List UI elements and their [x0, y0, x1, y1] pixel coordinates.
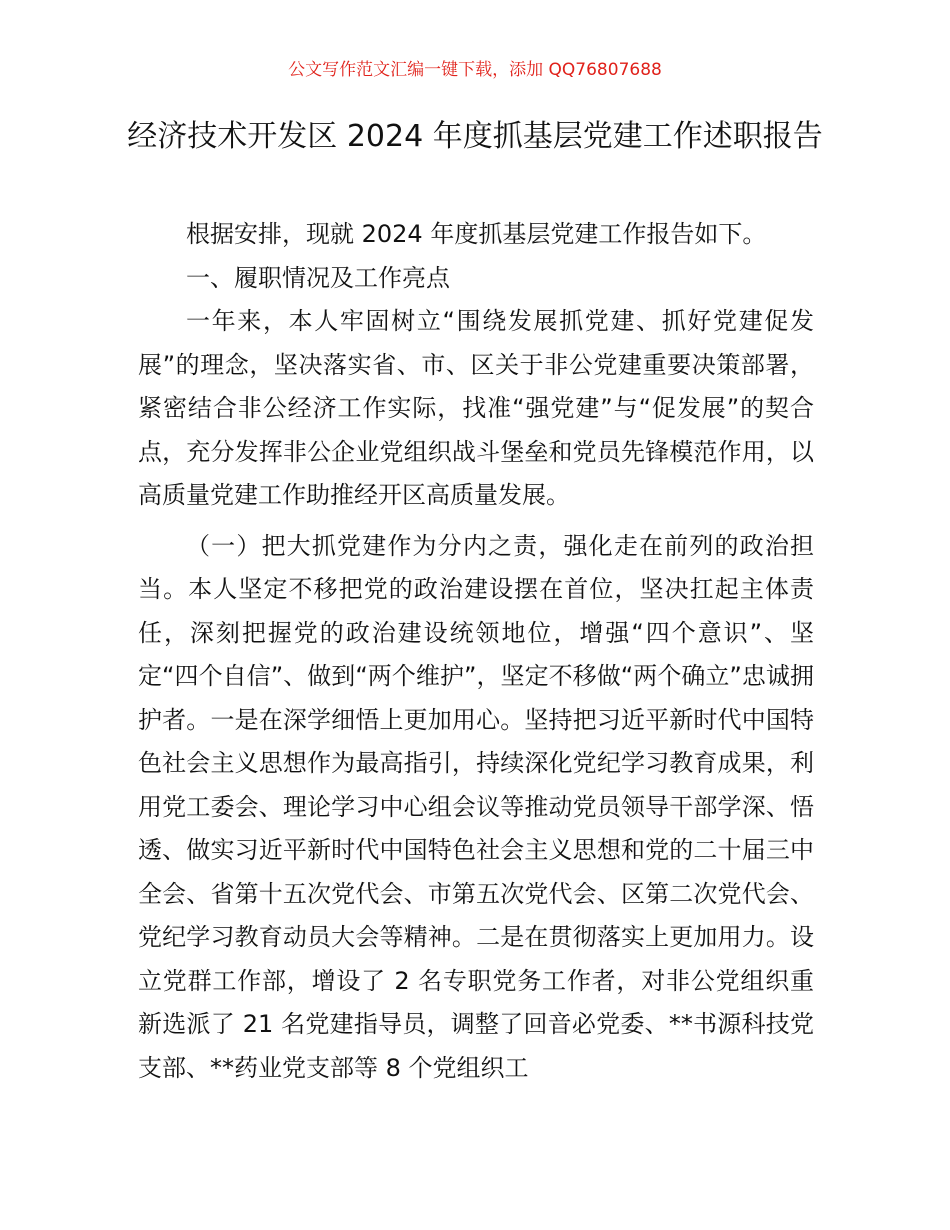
- section-one-paragraph: （一）把大抓党建作为分内之责，强化走在前列的政治担当。本人坚定不移把党的政治建设摆在首位，坚决扛起主体责任，深刻把握党的政治建设统领地位，增强“四个意识”、坚定“四个自信”、做到“两个维护”，坚定不移做“两个确立”忠诚拥护者。一是在深学细悟上更加用心。坚持把习近平新时代中国特色社会主义思想作为最高指引，持续深化党纪学习教育成果，利用党工委会、理论学习中心组会议等推动党员领导干部学深、悟透、做实习近平新时代中国特色社会主义思想和党的二十届三中全会、省第十五次党代会、市第五次党代会、区第二次党代会、党纪学习教育动员大会等精神。二是在贯彻落实上更加用力。设立党群工作部，增设了 2 名专职党务工作者，对非公党组织重新选派了 21 名党建指导员，调整了回音必党委、**书源科技党支部、**药业党支部等 8 个党组织工: [138, 531, 814, 1082]
- intro-paragraph: 根据安排，现就 2024 年度抓基层党建工作报告如下。: [186, 220, 767, 248]
- overview-paragraph: 一年来，本人牢固树立“围绕发展抓党建、抓好党建促发展”的理念，坚决落实省、市、区关于非公党建重要决策部署，紧密结合非公经济工作实际，找准“强党建”与“促发展”的契合点，充分发挥非公企业党组织战斗堡垒和党员先锋模范作用，以高质量党建工作助推经开区高质量发展。: [138, 307, 814, 509]
- document-title: 经济技术开发区 2024 年度抓基层党建工作述职报告: [127, 119, 823, 154]
- download-watermark: 公文写作范文汇编一键下载，添加 QQ76807688: [288, 60, 662, 80]
- document-body: [138, 213, 814, 1090]
- section-heading: 一、履职情况及工作亮点: [186, 263, 450, 292]
